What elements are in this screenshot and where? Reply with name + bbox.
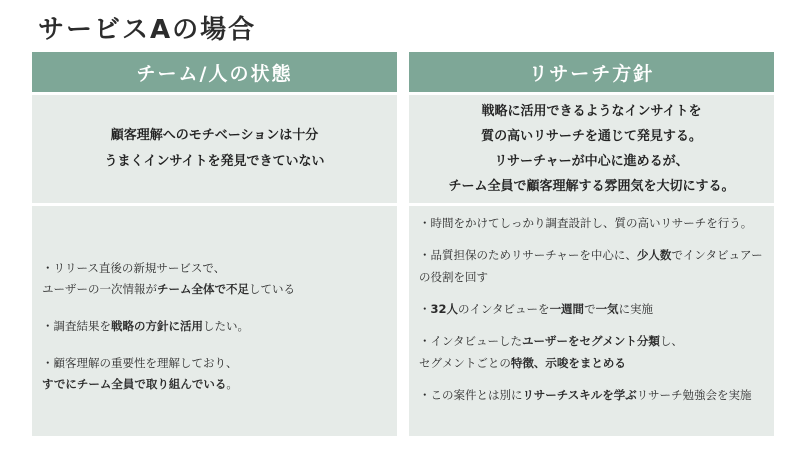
team-state-column (32, 52, 397, 436)
bullet-text: ・品質担保のためリサーチャーを中心に、 (419, 248, 637, 262)
bullet-text: ・この案件とは別に (419, 388, 523, 402)
research-policy-header: リサーチ方針 (409, 52, 774, 92)
bullet-item (419, 330, 764, 374)
bullet-item (419, 384, 764, 406)
bullet-emphasis: 一週間 (549, 302, 585, 316)
bullet-emphasis: 戦略の方針に活用 (111, 319, 203, 333)
bullet-text: を行う。 (706, 216, 753, 230)
bullet-emphasis: 32人 (430, 302, 459, 316)
bullet-text: ユーザーの一次情報が (42, 282, 157, 296)
bullet-emphasis: 一気 (595, 302, 619, 316)
summary-line: リサーチャーが中心に進めるが、 (494, 154, 689, 169)
bullet-item (42, 258, 385, 300)
bullet-item (419, 212, 764, 234)
bullet-emphasis: 特徴、示唆をまとめる (510, 356, 626, 370)
bullet-item (42, 316, 385, 337)
bullet-text: ・インタビューした (419, 334, 523, 348)
bullet-text: リサーチ勉強会を実施 (636, 388, 752, 402)
summary-line: 顧客理解へのモチベーションは十分 (110, 128, 319, 143)
bullet-text: のインタビューを (458, 302, 550, 316)
bullet-text: ・ (419, 302, 431, 316)
bullet-emphasis: ユーザーをセグメント分類 (522, 334, 660, 348)
team-state-details (32, 206, 397, 436)
summary-line: チーム全員で顧客理解する雰囲気を大切にする。 (448, 179, 735, 194)
bullet-text: し、 (659, 334, 683, 348)
summary-line: 質の高いリサーチを通じて発見する。 (481, 129, 702, 144)
bullet-item (42, 353, 385, 395)
bullet-text: ・時間をかけてしっかり調査設計し、質の高いリサーチ (419, 216, 707, 230)
bullet-emphasis: リサーチスキルを学ぶ (522, 388, 637, 402)
summary-line: 戦略に活用できるようなインサイトを (481, 104, 702, 119)
bullet-emphasis: すでにチーム全員で取り組んでいる (42, 377, 227, 391)
bullet-text: したい。 (203, 319, 249, 333)
bullet-emphasis: 少人数 (636, 248, 672, 262)
bullet-item (419, 298, 764, 320)
research-policy-column (409, 52, 774, 436)
research-policy-summary (409, 95, 774, 203)
summary-line: うまくインサイトを発見できていない (104, 154, 325, 169)
bullet-emphasis: チーム全体で不足 (157, 282, 249, 296)
bullet-text: している (249, 282, 295, 296)
team-state-header: チーム/人の状態 (32, 52, 397, 92)
bullet-text: に実施 (618, 302, 654, 316)
bullet-text: ・調査結果を (42, 319, 111, 333)
bullet-text: でインタビュアーの役割を回す (419, 248, 763, 284)
bullet-text: で (584, 302, 596, 316)
bullet-text: ・顧客理解の重要性を理解しており、 (42, 356, 238, 370)
slide-title: サービスAの場合 (38, 15, 257, 45)
team-state-summary (32, 95, 397, 203)
bullet-text: セグメントごとの (419, 356, 511, 370)
bullet-text: 。 (226, 377, 238, 391)
research-policy-details (409, 206, 774, 436)
bullet-item (419, 244, 764, 288)
bullet-text: ・リリース直後の新規サービスで、 (42, 261, 226, 275)
